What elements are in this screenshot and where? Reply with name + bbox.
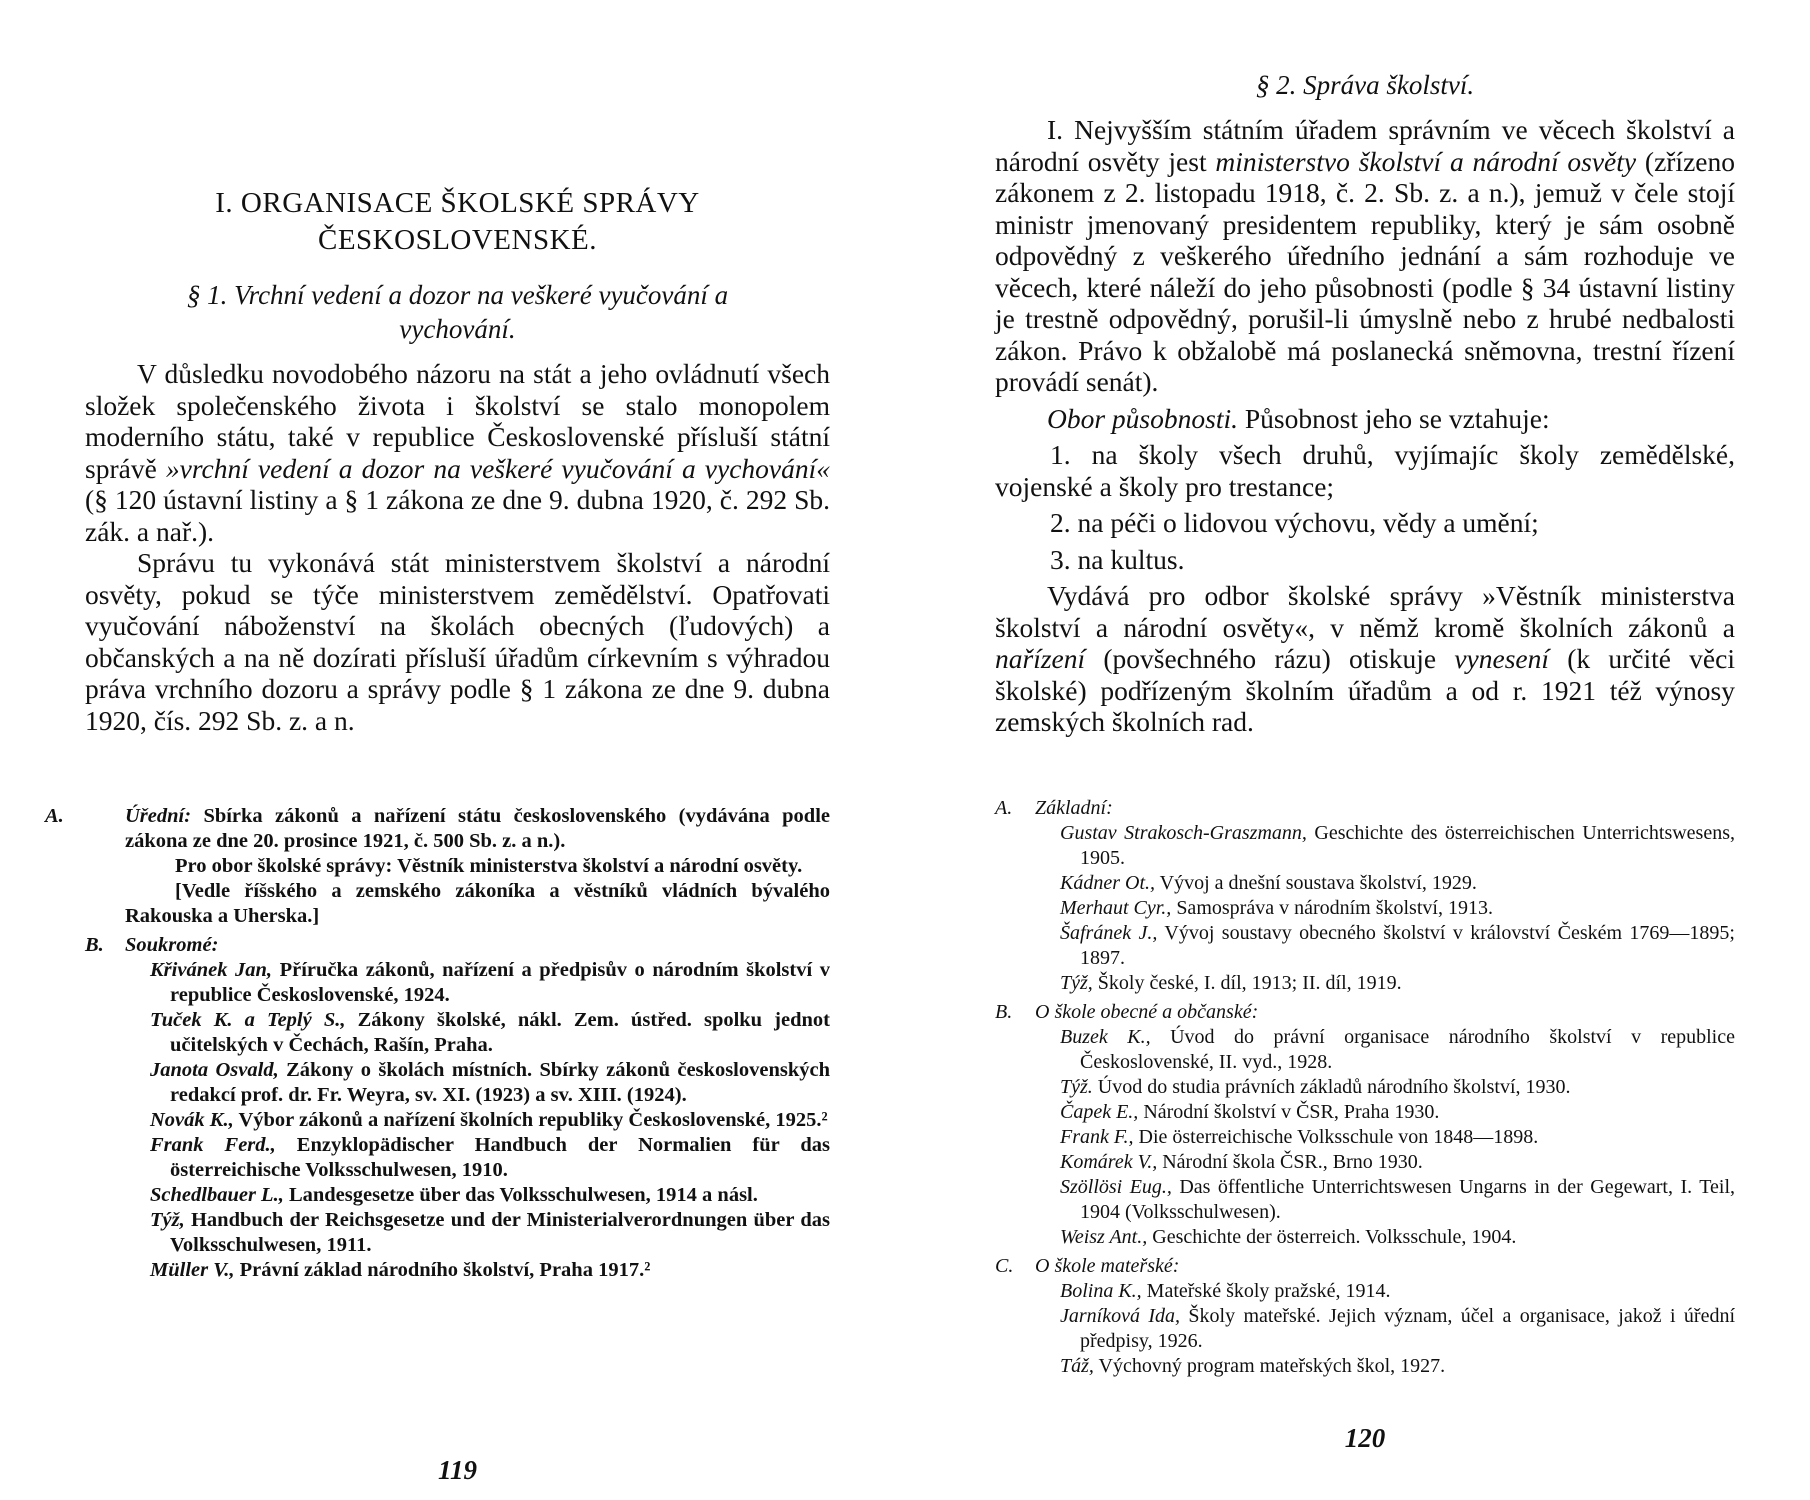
paragraph: Správu tu vykonává stát ministerstvem školství a národní osvěty, pokud se týče ministerstvem zemědělství. Opatřovati vyučování náboženství na školách obecných (ľudových) a občanských a na ně dozírati přísluší úřadům církevním s výhradou práva vrchního dozoru a správy podle § 1 zákona ze dne 9. dubna 1920, čís. 292 Sb. z. a n.: [85, 547, 830, 736]
bib-entry: [105, 958, 830, 1008]
bib-entry-author: Tuček K. a Teplý S.,: [150, 1009, 346, 1031]
bib-entry-author: Schedlbauer L.,: [150, 1184, 284, 1206]
bib-entry-text: Vývoj soustavy obecného školství v království Českém 1769—1895; 1897.: [1080, 922, 1735, 969]
bib-entry-text: Die österreichische Volksschule von 1848—1898.: [1133, 1126, 1539, 1148]
bib-entry: [105, 1108, 830, 1133]
bib-entry-text: Landesgesetze über das Volksschulwesen, 1914 a násl.: [283, 1184, 758, 1206]
bib-entry-author: Gustav Strakosch-Graszmann,: [1060, 822, 1307, 844]
bib-entry: [1015, 821, 1735, 871]
bib-entry: [1015, 1175, 1735, 1225]
bib-entry-author: Müller V.,: [150, 1259, 235, 1281]
bib-category-b: [995, 1000, 1735, 1250]
paragraph-emphasis: nařízení: [995, 643, 1086, 674]
category-letter: B.: [995, 1001, 1013, 1023]
bib-entry: [105, 1183, 830, 1208]
left-bibliography: [45, 800, 830, 1283]
chapter-title-line1: I. ORGANISACE ŠKOLSKÉ SPRÁVY: [215, 187, 700, 219]
bib-entry-author: Frank Ferd.,: [150, 1134, 276, 1156]
bib-entry-author: Janota Osvald,: [150, 1059, 279, 1081]
bib-entry: [1015, 1025, 1735, 1075]
left-page: [45, 0, 830, 1500]
bib-entry-author: Šafránek J.,: [1060, 922, 1158, 944]
chapter-title: [85, 185, 830, 259]
paragraph: [85, 358, 830, 547]
bib-entry-text: Das öffentliche Unterrichtswesen Ungarns in der Gegewart, I. Teil, 1904 (Volksschulwesen).: [1080, 1176, 1735, 1223]
bib-entry: [1015, 971, 1735, 996]
bib-entry-text: Školy české, I. díl, 1913; II. díl, 1919.: [1092, 972, 1402, 994]
paragraph: [995, 114, 1735, 398]
bib-entry-author: Týž,: [150, 1209, 185, 1231]
category-letter: B.: [85, 934, 104, 956]
bib-entry-author: Týž.: [1060, 1076, 1093, 1098]
bib-entries: [995, 821, 1735, 996]
bib-entry-author: Komárek V.,: [1060, 1151, 1158, 1173]
bib-entry: [1015, 1125, 1735, 1150]
paragraph-text: (k určité věci školské) podřízeným školním úřadům a od r. 1921 též výnosy zemských školních rad.: [995, 643, 1735, 737]
bib-category-c: [995, 1254, 1735, 1379]
bib-entry-text: Úvod do právní organisace národního školství v republice Československé, II. vyd., 1928.: [1080, 1026, 1735, 1073]
section-heading-1: [85, 278, 830, 346]
bib-entry: [105, 1258, 830, 1283]
paragraph: [995, 403, 1735, 435]
bib-category-b-head: [85, 933, 830, 958]
right-body-text: [995, 114, 1735, 743]
bib-entry-text: Právní základ národního školství, Praha 1917.²: [234, 1259, 651, 1281]
category-label: O škole obecné a občanské:: [1035, 1001, 1259, 1023]
bib-entry: [1015, 1304, 1735, 1354]
paragraph-text: (zřízeno zákonem z 2. listopadu 1918, č. 2. Sb. z. a n.), jemuž v čele stojí ministr jmenovaný presidentem republiky, který je sám osobně odpovědný z veškerého úředního jednání a sám rozhoduje ve věcech, které náleží do jeho působnosti (podle § 34 ústavní listiny je trestně odpovědný, porušil-li úmyslně nebo z hrubé nedbalosti zákon. Právo k obžalobě má poslanecká sněmovna, trestní řízení provádí senát).: [995, 145, 1735, 397]
bib-entry: [1015, 1354, 1735, 1379]
bib-entry-text: Samospráva v národním školství, 1913.: [1171, 897, 1493, 919]
bib-entries: [995, 1279, 1735, 1379]
bib-entries: [85, 958, 830, 1283]
bib-entry-author: Čapek E.,: [1060, 1101, 1139, 1123]
bib-entry: [1015, 1075, 1735, 1100]
bib-category-b-head: [995, 1000, 1735, 1025]
bib-entry: [1015, 896, 1735, 921]
bib-entry-author: Bolina K.,: [1060, 1280, 1142, 1302]
paragraph-text: I. Nejvyšším státním úřadem správním ve věcech školství a národní osvěty jest: [995, 114, 1735, 177]
bib-entry-author: Szöllösi Eug.,: [1060, 1176, 1172, 1198]
chapter-title-line2: ČESKOSLOVENSKÉ.: [318, 224, 597, 256]
bib-entry-author: Jarníková Ida,: [1060, 1305, 1181, 1327]
bib-category-b: [85, 933, 830, 1283]
bib-category-a-head: [995, 796, 1735, 821]
bib-entry-text: Zákony školské, nákl. Zem. ústřed. spolku jednot učitelských v Čechách, Rašín, Praha.: [170, 1009, 830, 1056]
category-label: Soukromé:: [125, 934, 219, 956]
paragraph-text: (§ 120 ústavní listiny a § 1 zákona ze dne 9. dubna 1920, č. 292 Sb. zák. a nař.).: [85, 484, 830, 547]
category-label: Základní:: [1035, 797, 1113, 819]
bib-entry-author: Buzek K.,: [1060, 1026, 1151, 1048]
bib-entry-author: Křivánek Jan,: [150, 959, 273, 981]
bib-entry-author: Kádner Ot.,: [1060, 872, 1155, 894]
list-item: 1. na školy všech druhů, vyjímajíc školy zemědělské, vojenské a školy pro trestance;: [995, 439, 1735, 502]
left-body-text: [85, 358, 830, 736]
paragraph-emphasis: vynesení: [1454, 643, 1549, 674]
bib-entry-author: Weisz Ant.,: [1060, 1226, 1148, 1248]
paragraph-text: Vydává pro odbor školské správy »Věstník ministerstva školství a národní osvěty«, v němž kromě školních zákonů a: [995, 580, 1735, 643]
bib-entry-text: Úvod do studia právních základů národního školství, 1930.: [1092, 1076, 1571, 1098]
bib-entry-text: Národní školství v ČSR, Praha 1930.: [1138, 1101, 1440, 1123]
bib-entry-text: Příručka zákonů, nařízení a předpisův o národním školství v republice Československé, 1924.: [170, 959, 830, 1006]
bib-entry-author: Novák K.,: [150, 1109, 234, 1131]
bib-entry: [1015, 1225, 1735, 1250]
category-letter: A.: [45, 805, 64, 827]
bib-category-c-head: [995, 1254, 1735, 1279]
paragraph-emphasis: ministerstvo školství a národní osvěty: [1215, 145, 1637, 177]
paragraph-emphasis: Obor působnosti.: [1047, 402, 1238, 434]
category-letter: C.: [995, 1255, 1014, 1277]
bib-entry-text: Vývoj a dnešní soustava školství, 1929.: [1155, 872, 1477, 894]
bib-entry-text: Zákony o školách místních. Sbírky zákonů československých redakcí prof. dr. Fr. Weyra, sv. XI. (1923) a sv. XIII. (1924).: [170, 1059, 830, 1106]
bib-entry-text: Enzyklopädischer Handbuch der Normalien für das österreichische Volksschulwesen, 1910.: [170, 1134, 830, 1181]
list-item: 2. na péči o lidovou výchovu, vědy a umění;: [1050, 507, 1539, 538]
bib-entry: [105, 1208, 830, 1258]
paragraph-text: Působnost jeho se vztahuje:: [1238, 402, 1550, 434]
bib-entry-text: Školy mateřské. Jejich význam, účel a organisace, jakož i úřední předpisy, 1926.: [1080, 1305, 1736, 1352]
list-item: 3. na kultus.: [1050, 543, 1185, 575]
bib-category-a-head: [45, 804, 830, 854]
bib-entry: [1015, 1150, 1735, 1175]
bib-entry-text: Výbor zákonů a nařízení školních republiky Československé, 1925.²: [233, 1109, 828, 1131]
category-label: Úřední:: [125, 805, 192, 827]
category-label: O škole mateřské:: [1035, 1255, 1180, 1277]
bib-entry: [1015, 871, 1735, 896]
bib-entry-text: Geschichte der österreich. Volksschule, 1904.: [1147, 1226, 1517, 1248]
bib-category-a: [45, 804, 830, 929]
bib-entry: [105, 1133, 830, 1183]
bib-entry-author: Frank F.,: [1060, 1126, 1134, 1148]
bib-entry: [105, 1008, 830, 1058]
bib-category-a: [995, 796, 1735, 996]
bib-entry-author: Merhaut Cyr.,: [1060, 897, 1172, 919]
section-heading-2: § 2. Správa školství.: [1255, 70, 1475, 100]
section-heading-1-line1: § 1. Vrchní vedení a dozor na veškeré vyučování a: [186, 280, 729, 310]
bib-entry: [1015, 1100, 1735, 1125]
bib-entry: [1015, 921, 1735, 971]
bib-entry-author: Táž,: [1060, 1355, 1094, 1377]
paragraph-text: (povšechného rázu) otiskuje: [1085, 643, 1455, 674]
bib-entry-text: Výchovný program mateřských škol, 1927.: [1093, 1355, 1446, 1377]
page-number: 119: [437, 1455, 477, 1485]
bib-entry-text: Mateřské školy pražské, 1914.: [1141, 1280, 1391, 1302]
bib-note: [Vedle říšského a zemského zákoníka a věstníků vládních bývalého Rakouska a Uherska.]: [125, 880, 830, 927]
section-heading-1-line2: vychování.: [399, 314, 516, 344]
page-number: 120: [1344, 1423, 1386, 1453]
bib-entry-author: Týž,: [1060, 972, 1093, 994]
right-bibliography: [995, 792, 1735, 1379]
bib-entries: [995, 1025, 1735, 1250]
category-text: Sbírka zákonů a nařízení státu československého (vydávána podle zákona ze dne 20. prosince 1921, č. 500 Sb. z. a n.).: [125, 805, 830, 852]
bib-entry-text: Geschichte des österreichischen Unterrichtswesens, 1905.: [1080, 822, 1736, 869]
paragraph-emphasis: »vrchní vedení a dozor na veškeré vyučování a vychování«: [165, 452, 830, 484]
category-letter: A.: [995, 797, 1013, 819]
bib-entry: [1015, 1279, 1735, 1304]
bib-entry: [105, 1058, 830, 1108]
bib-entry-text: Handbuch der Reichsgesetze und der Ministerialverordnungen über das Volksschulwesen, 1911.: [170, 1209, 830, 1256]
paragraph-text: V důsledku novodobého názoru na stát a jeho ovládnutí všech složek společenského života i školství se stalo monopolem moderního státu, také v republice Československé přísluší státní správě: [85, 358, 830, 484]
paragraph: [995, 580, 1735, 738]
bib-note: Pro obor školské správy: Věstník ministerstva školství a národní osvěty.: [175, 855, 803, 877]
right-page: [995, 0, 1735, 1500]
bib-entry-text: Národní škola ČSR., Brno 1930.: [1157, 1151, 1423, 1173]
